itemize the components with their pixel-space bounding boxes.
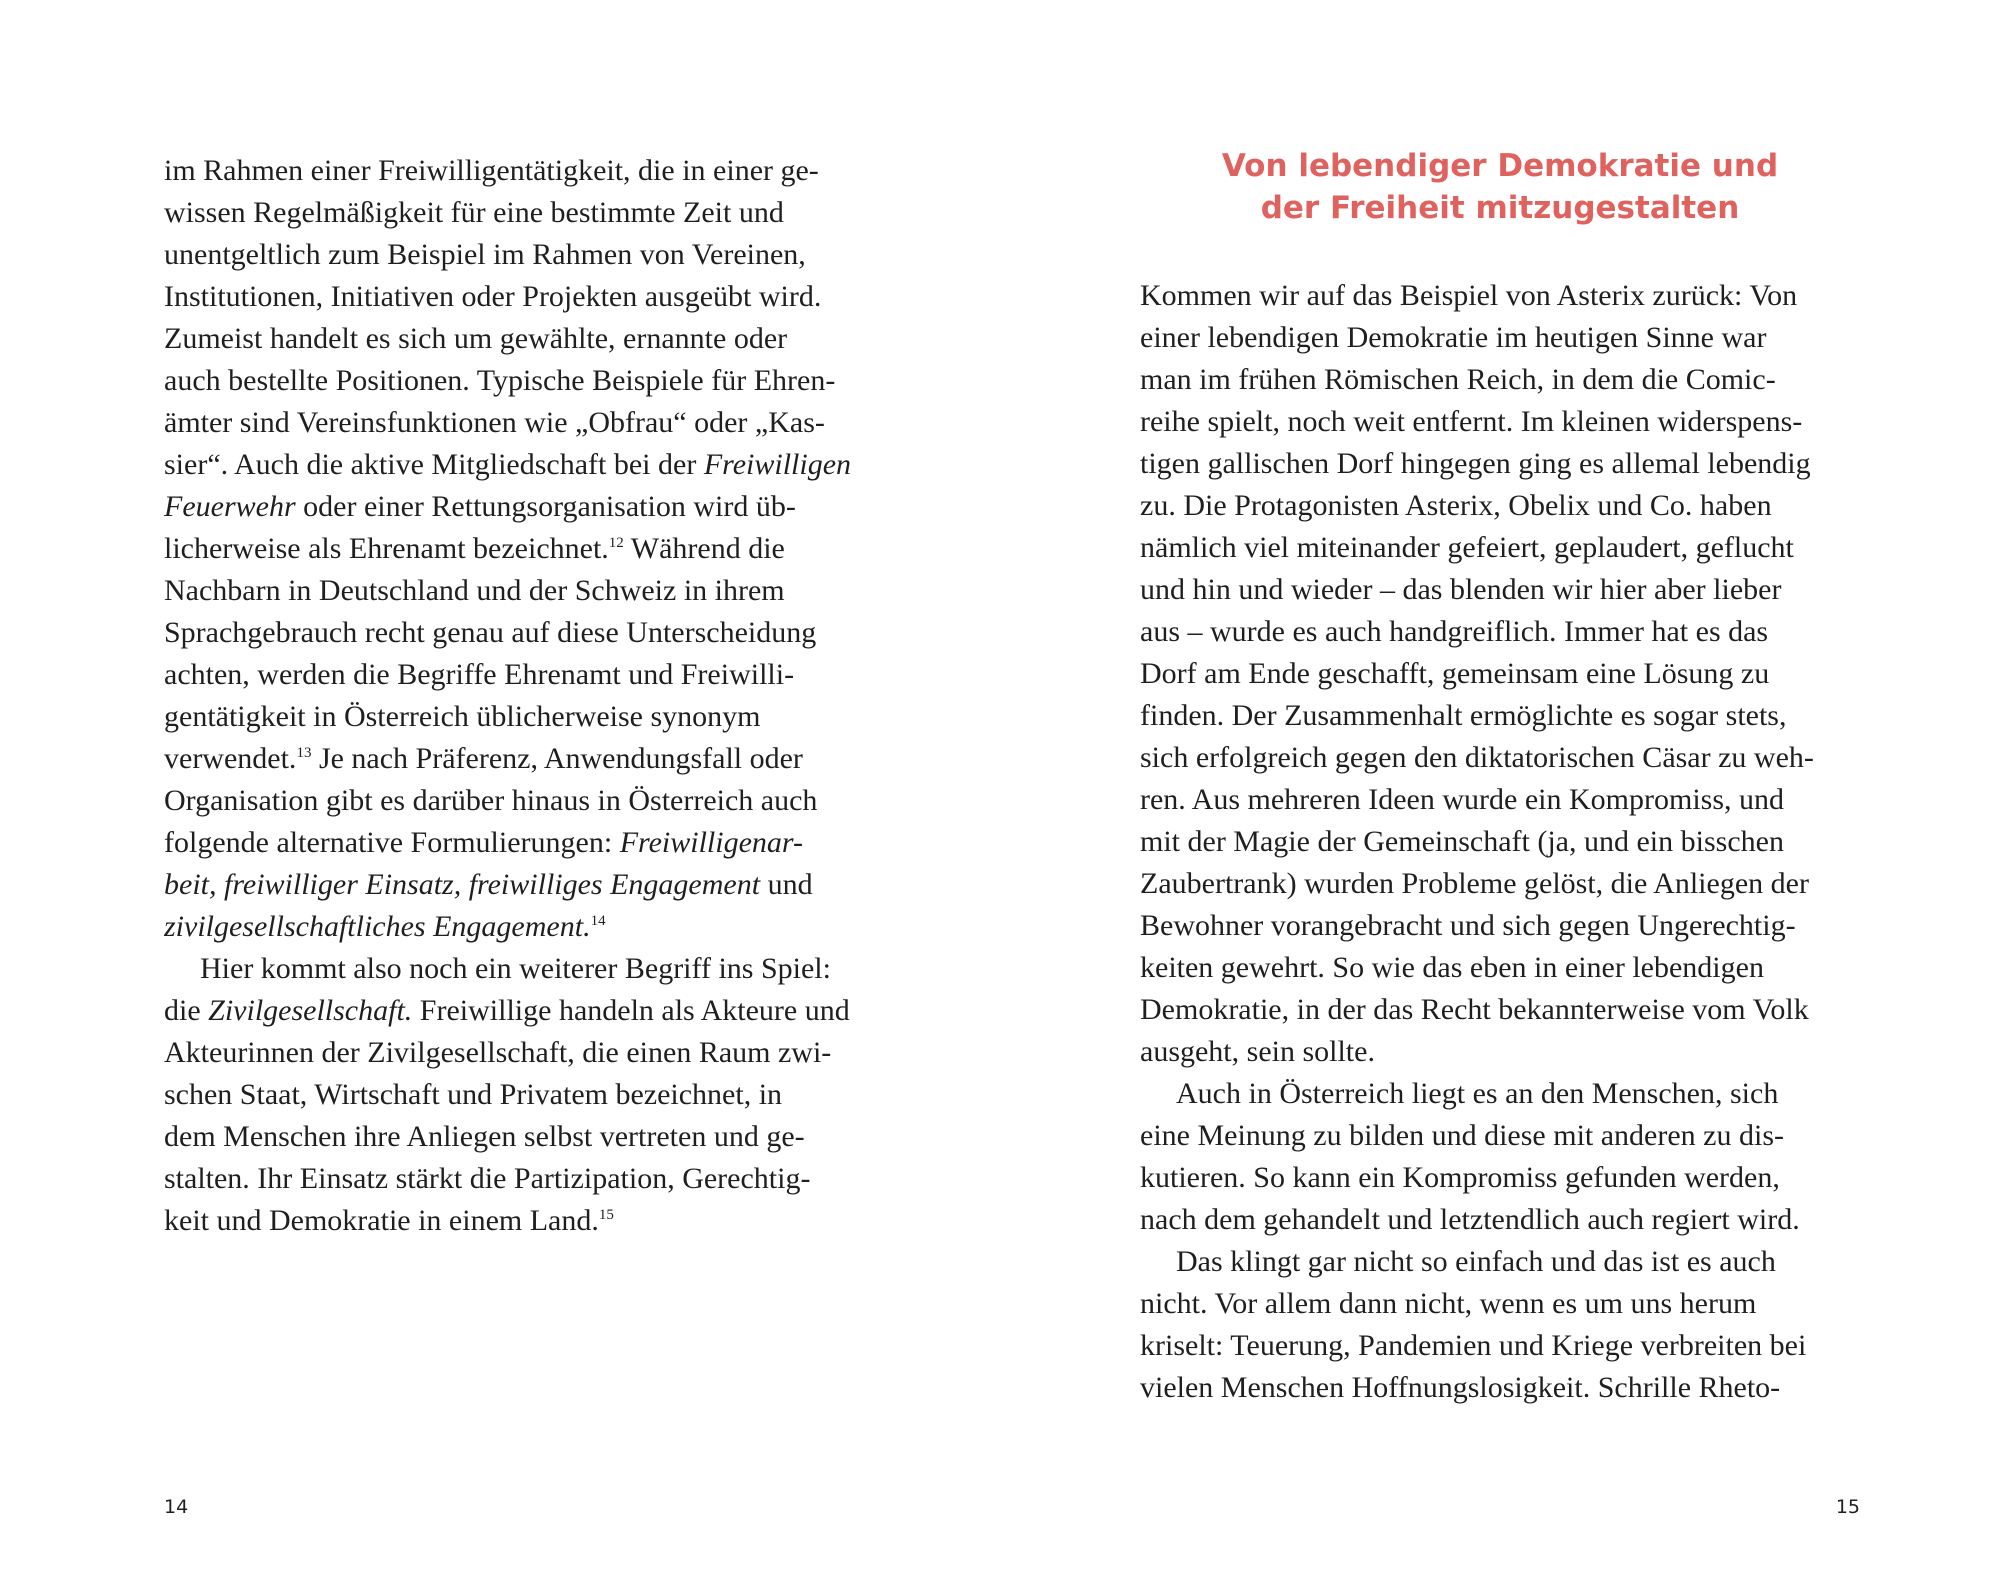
text-line	[164, 948, 920, 990]
text-segment: gentätigkeit in Österreich üblicherweise synonym	[164, 700, 761, 733]
text-line	[164, 906, 884, 948]
text-line	[1140, 611, 1860, 653]
text-segment: Freiwilligenar-	[619, 826, 803, 859]
text-segment: Freiwillige handeln als Akteure und	[412, 994, 850, 1027]
text-segment: keit und Demokratie in einem Land.	[164, 1204, 599, 1237]
text-segment: die	[164, 994, 209, 1027]
footnote-marker: 14	[590, 913, 606, 929]
text-line	[1140, 1157, 1860, 1199]
text-line	[164, 234, 884, 276]
text-segment: unentgeltlich zum Beispiel im Rahmen von Vereinen,	[164, 238, 806, 271]
right-page-number: 15	[1835, 1496, 1860, 1518]
text-segment: sier“. Auch die aktive Mitgliedschaft bei der	[164, 448, 704, 481]
text-line	[1140, 569, 1860, 611]
text-segment: einer lebendigen Demokratie im heutigen Sinne war	[1140, 321, 1767, 354]
text-line	[164, 1200, 884, 1242]
text-line	[164, 780, 884, 822]
text-segment: Zivilgesellschaft.	[208, 994, 413, 1027]
text-segment: Organisation gibt es darüber hinaus in Österreich auch	[164, 784, 818, 817]
text-segment: Auch in Österreich liegt es an den Menschen, sich	[1176, 1077, 1779, 1110]
text-line	[164, 822, 884, 864]
text-line	[164, 402, 884, 444]
text-segment: und hin und wieder – das blenden wir hier aber lieber	[1140, 573, 1782, 606]
text-segment: wissen Regelmäßigkeit für eine bestimmte Zeit und	[164, 196, 784, 229]
text-line	[1140, 905, 1860, 947]
text-segment: ämter sind Vereinsfunktionen wie „Obfrau“ oder „Kas-	[164, 406, 825, 439]
text-segment: tigen gallischen Dorf hingegen ging es allemal lebendig	[1140, 447, 1811, 480]
text-segment: ausgeht, sein sollte.	[1140, 1035, 1375, 1068]
text-line	[1140, 1367, 1860, 1409]
left-page-number: 14	[164, 1496, 189, 1518]
text-line	[1140, 737, 1860, 779]
text-segment: und	[760, 868, 813, 901]
text-line	[1140, 1241, 1896, 1283]
text-line	[164, 150, 884, 192]
text-segment: Während die	[623, 532, 785, 565]
text-segment: aus – wurde es auch handgreiflich. Immer hat es das	[1140, 615, 1769, 648]
text-segment: folgende alternative Formulierungen:	[164, 826, 620, 859]
text-segment: Nachbarn in Deutschland und der Schweiz in ihrem	[164, 574, 785, 607]
text-segment: licherweise als Ehrenamt bezeichnet.	[164, 532, 609, 565]
text-segment: nach dem gehandelt und letztendlich auch regiert wird.	[1140, 1203, 1800, 1236]
right-page	[1140, 0, 1860, 1592]
text-line	[1140, 653, 1860, 695]
text-line	[164, 444, 884, 486]
text-segment: zivilgesellschaftliches Engagement.	[164, 910, 591, 943]
text-line	[164, 570, 884, 612]
text-segment: Das klingt gar nicht so einfach und das ist es auch	[1176, 1245, 1776, 1278]
text-segment: Hier kommt also noch ein weiterer Begriff ins Spiel:	[200, 952, 831, 985]
text-segment: Sprachgebrauch recht genau auf diese Unterscheidung	[164, 616, 817, 649]
text-segment: Kommen wir auf das Beispiel von Asterix zurück: Von	[1140, 279, 1798, 312]
text-segment: nicht. Vor allem dann nicht, wenn es um uns herum	[1140, 1287, 1757, 1320]
text-line	[1140, 947, 1860, 989]
text-segment: auch bestellte Positionen. Typische Beispiele für Ehren-	[164, 364, 836, 397]
text-segment: Zaubertrank) wurden Probleme gelöst, die Anliegen der	[1140, 867, 1809, 900]
text-segment: nämlich viel miteinander gefeiert, geplaudert, geflucht	[1140, 531, 1794, 564]
text-line	[1140, 317, 1860, 359]
text-segment: man im frühen Römischen Reich, in dem die Comic-	[1140, 363, 1776, 396]
text-segment: Je nach Präferenz, Anwendungsfall oder	[311, 742, 803, 775]
text-line	[164, 486, 884, 528]
text-segment: oder einer Rettungsorganisation wird üb-	[295, 490, 796, 523]
text-line	[164, 1158, 884, 1200]
text-segment: Institutionen, Initiativen oder Projekten ausgeübt wird.	[164, 280, 822, 313]
text-segment: Freiwilligen	[703, 448, 852, 481]
text-line	[164, 696, 884, 738]
text-segment: Feuerwehr	[164, 490, 296, 523]
text-segment: Bewohner vorangebracht und sich gegen Ungerechtig-	[1140, 909, 1796, 942]
text-segment: finden. Der Zusammenhalt ermöglichte es sogar stets,	[1140, 699, 1787, 732]
text-segment: Demokratie, in der das Recht bekannterweise vom Volk	[1140, 993, 1809, 1026]
text-line	[1140, 695, 1860, 737]
text-segment: reihe spielt, noch weit entfernt. Im kleinen widerspens-	[1140, 405, 1803, 438]
text-line	[1140, 1073, 1896, 1115]
text-line	[164, 528, 884, 570]
text-segment: Zumeist handelt es sich um gewählte, ernannte oder	[164, 322, 788, 355]
text-line	[164, 276, 884, 318]
left-page	[164, 0, 884, 1592]
text-line	[164, 318, 884, 360]
text-line	[1140, 527, 1860, 569]
text-line	[1140, 1115, 1860, 1157]
text-segment: kriselt: Teuerung, Pandemien und Kriege verbreiten bei	[1140, 1329, 1807, 1362]
footnote-marker: 15	[598, 1207, 614, 1223]
text-segment: vielen Menschen Hoffnungslosigkeit. Schrille Rheto-	[1140, 1371, 1781, 1404]
text-line	[1140, 989, 1860, 1031]
text-segment: verwendet.	[164, 742, 297, 775]
text-line	[1140, 863, 1860, 905]
text-line	[164, 612, 884, 654]
text-line	[1140, 443, 1860, 485]
text-line	[1140, 821, 1860, 863]
text-line	[164, 654, 884, 696]
text-segment: kutieren. So kann ein Kompromiss gefunden werden,	[1140, 1161, 1780, 1194]
text-line	[164, 738, 884, 780]
text-segment: beit, freiwilliger Einsatz, freiwilliges Engagement	[164, 868, 761, 901]
text-segment: keiten gewehrt. So wie das eben in einer lebendigen	[1140, 951, 1764, 984]
text-segment: sich erfolgreich gegen den diktatorischen Cäsar zu weh-	[1140, 741, 1814, 774]
text-line	[164, 990, 884, 1032]
text-line	[1140, 485, 1860, 527]
text-line	[1140, 359, 1860, 401]
text-segment: zu. Die Protagonisten Asterix, Obelix und Co. haben	[1140, 489, 1772, 522]
text-segment: mit der Magie der Gemeinschaft (ja, und ein bisschen	[1140, 825, 1784, 858]
text-line	[1140, 275, 1860, 317]
text-line	[164, 360, 884, 402]
text-segment: stalten. Ihr Einsatz stärkt die Partizipation, Gerechtig-	[164, 1162, 811, 1195]
footnote-marker: 13	[296, 745, 312, 761]
footnote-marker: 12	[608, 535, 624, 551]
text-segment: achten, werden die Begriffe Ehrenamt und Freiwilli-	[164, 658, 795, 691]
text-line	[1140, 1283, 1860, 1325]
text-line	[1140, 1031, 1860, 1073]
text-segment: eine Meinung zu bilden und diese mit anderen zu dis-	[1140, 1119, 1784, 1152]
text-line	[1140, 1199, 1860, 1241]
text-segment: dem Menschen ihre Anliegen selbst vertreten und ge-	[164, 1120, 805, 1153]
text-line	[164, 1032, 884, 1074]
text-line	[164, 1116, 884, 1158]
text-segment: schen Staat, Wirtschaft und Privatem bezeichnet, in	[164, 1078, 783, 1111]
text-line	[164, 1074, 884, 1116]
text-segment: ren. Aus mehreren Ideen wurde ein Kompromiss, und	[1140, 783, 1785, 816]
text-line	[1140, 1325, 1860, 1367]
text-segment: Dorf am Ende geschafft, gemeinsam eine Lösung zu	[1140, 657, 1770, 690]
section-heading-line-2: der Freiheit mitzugestalten	[1260, 190, 1740, 226]
text-segment: Akteurinnen der Zivilgesellschaft, die einen Raum zwi-	[164, 1036, 832, 1069]
text-segment: im Rahmen einer Freiwilligentätigkeit, die in einer ge-	[164, 154, 819, 187]
text-line	[164, 192, 884, 234]
text-line	[1140, 401, 1860, 443]
section-heading-line-1: Von lebendiger Demokratie und	[1221, 148, 1779, 184]
text-line	[1140, 779, 1860, 821]
text-line	[164, 864, 884, 906]
